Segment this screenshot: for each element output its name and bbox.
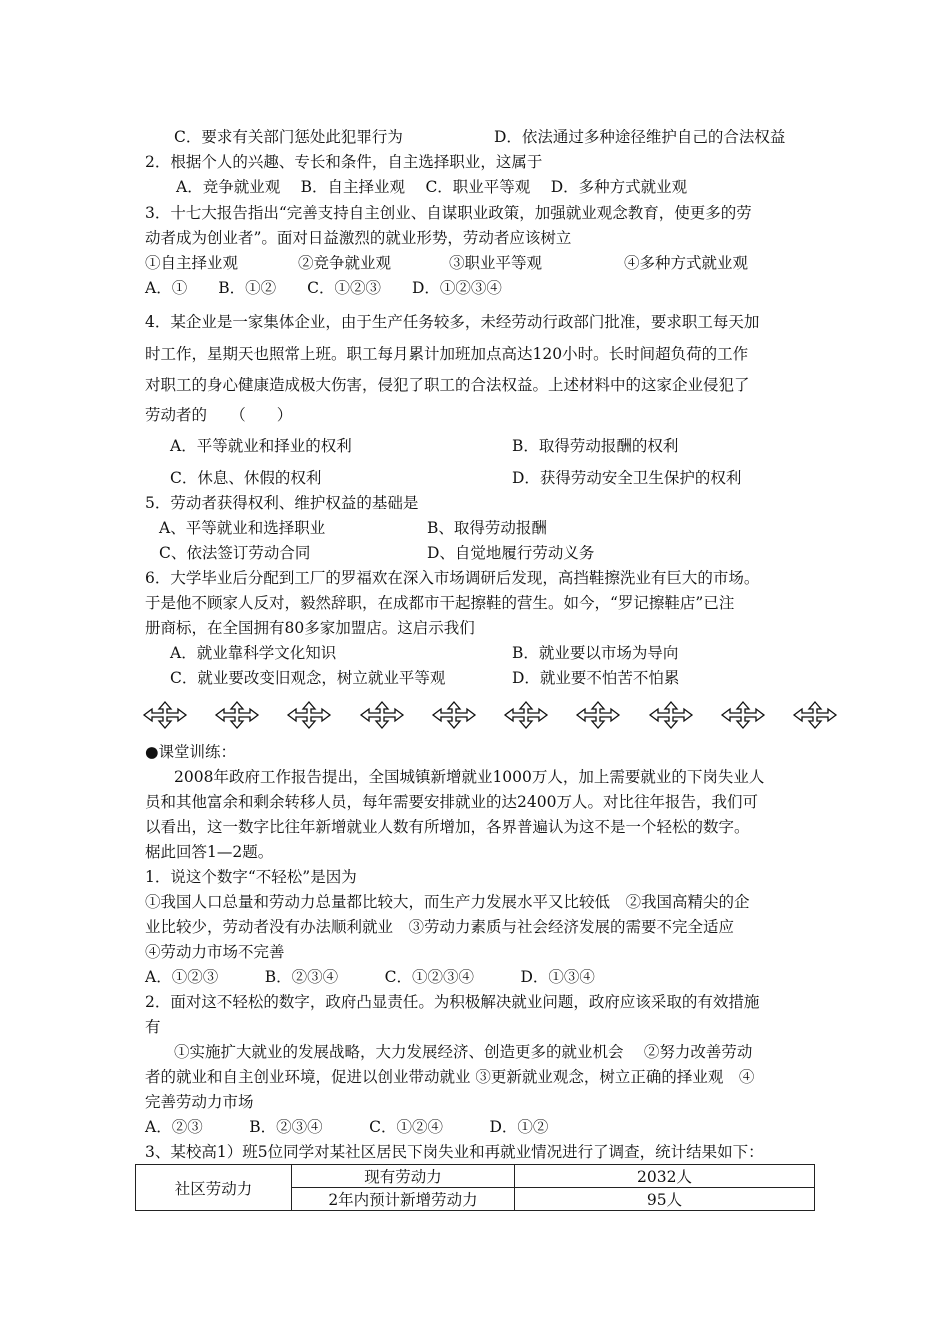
- question-5-option-c: C、依法签订劳动合同: [159, 544, 311, 562]
- q-option-c: C．要求有关部门惩处此犯罪行为: [174, 128, 403, 146]
- question-2-options: A．竞争就业观 B．自主择业观 C．职业平等观 D．多种方式就业观: [176, 178, 688, 196]
- question-2: 2．根据个人的兴趣、专长和条件，自主选择职业，这属于: [145, 153, 543, 171]
- question-3-options: A．① B．①② C．①②③ D．①②③④: [145, 279, 502, 297]
- question-3-item2: ②竞争就业观: [298, 254, 392, 272]
- question-3-item4: ④多种方式就业观: [624, 254, 749, 272]
- q-option-d: D．依法通过多种途径维护自己的合法权益: [494, 128, 786, 146]
- four-arrow-icon: [140, 700, 190, 730]
- question-4-option-b: B．取得劳动报酬的权利: [512, 437, 679, 455]
- four-arrow-icon: [357, 700, 407, 730]
- table-row: [136, 1165, 815, 1188]
- question-6-line3: 册商标，在全国拥有80多家加盟店。这启示我们: [145, 619, 475, 637]
- practice-q2-options: A．②③ B．②③④ C．①②④ D．①②: [145, 1118, 549, 1136]
- question-6-option-b: B．就业要以市场为导向: [512, 644, 679, 662]
- question-3-item1: ①自主择业观: [145, 254, 239, 272]
- question-5-option-a: A、平等就业和选择职业: [159, 519, 326, 537]
- four-arrow-icon: [284, 700, 334, 730]
- practice-q2-line2: 有: [145, 1018, 161, 1036]
- question-4-line2: 时工作，星期天也照常上班。职工每月累计加班加点高达120小时。长时间超负荷的工作: [145, 345, 749, 363]
- four-arrow-icon: [646, 700, 696, 730]
- material-line2: 员和其他富余和剩余转移人员，每年需要安排就业的达2400万人。对比往年报告，我们可: [145, 793, 758, 811]
- practice-q1: 1．说这个数字“不轻松”是因为: [145, 868, 357, 886]
- question-4-option-a: A．平等就业和择业的权利: [170, 437, 352, 455]
- practice-q3: 3、某校高1）班5位同学对某社区居民下岗失业和再就业情况进行了调查，统计结果如下：: [145, 1143, 764, 1161]
- question-6-line2: 于是他不顾家人反对，毅然辞职，在成都市干起擦鞋的营生。如今，“罗记擦鞋店”已注: [145, 594, 735, 612]
- practice-q2-item-line3: 完善劳动力市场: [145, 1093, 254, 1111]
- question-4-line4: 劳动者的 （ ）: [145, 406, 293, 424]
- question-5-option-d: D、自觉地履行劳动义务: [427, 544, 595, 562]
- question-6-option-a: A．就业靠科学文化知识: [170, 644, 337, 662]
- question-4-line1: 4．某企业是一家集体企业，由于生产任务较多，未经劳动行政部门批准，要求职工每天加: [145, 313, 760, 331]
- material-line3: 以看出，这一数字比往年新增就业人数有所增加，各界普遍认为这不是一个轻松的数字。: [145, 818, 750, 836]
- practice-q2-item-line2: 者的就业和自主创业环境，促进以创业带动就业 ③更新就业观念，树立正确的择业观 ④: [145, 1068, 755, 1086]
- practice-q1-line1: ①我国人口总量和劳动力总量都比较大，而生产力发展水平又比较低 ②我国高精尖的企: [145, 893, 750, 911]
- question-5: 5．劳动者获得权利、维护权益的基础是: [145, 494, 419, 512]
- question-6-line1: 6．大学毕业后分配到工厂的罗福欢在深入市场调研后发现，高挡鞋擦洗业有巨大的市场。: [145, 569, 760, 587]
- table-cell-value: 95人: [515, 1188, 815, 1211]
- section-title: ●课堂训练：: [145, 743, 237, 761]
- four-arrow-icon: [429, 700, 479, 730]
- practice-q2-line1: 2．面对这不轻松的数字，政府凸显责任。为积极解决就业问题，政府应该采取的有效措施: [145, 993, 760, 1011]
- question-4-option-d: D．获得劳动安全卫生保护的权利: [512, 469, 742, 487]
- question-4-option-c: C．休息、休假的权利: [170, 469, 322, 487]
- practice-q1-line3: ④劳动力市场不完善: [145, 943, 285, 961]
- question-6-option-c: C．就业要改变旧观念，树立就业平等观: [170, 669, 446, 687]
- survey-table: [135, 1164, 815, 1211]
- table-cell-label: 现有劳动力: [292, 1165, 515, 1188]
- question-4-line3: 对职工的身心健康造成极大伤害，侵犯了职工的合法权益。上述材料中的这家企业侵犯了: [145, 376, 750, 394]
- material-line4: 椐此回答1—2题。: [145, 843, 274, 861]
- section-divider: [140, 700, 840, 730]
- question-5-option-b: B、取得劳动报酬: [427, 519, 547, 537]
- question-3-item3: ③职业平等观: [449, 254, 543, 272]
- four-arrow-icon: [718, 700, 768, 730]
- practice-q1-line2: 业比较少，劳动者没有办法顺利就业 ③劳动力素质与社会经济发展的需要不完全适应: [145, 918, 735, 936]
- four-arrow-icon: [790, 700, 840, 730]
- question-3-line2: 动者成为创业者”。面对日益激烈的就业形势，劳动者应该树立: [145, 229, 572, 247]
- table-cell-value: 2032人: [515, 1165, 815, 1188]
- four-arrow-icon: [212, 700, 262, 730]
- practice-q1-options: A．①②③ B．②③④ C．①②③④ D．①③④: [145, 968, 595, 986]
- table-cell-label: 2年内预计新增劳动力: [292, 1188, 515, 1211]
- table-row-header: 社区劳动力: [136, 1165, 292, 1211]
- four-arrow-icon: [573, 700, 623, 730]
- question-6-option-d: D．就业要不怕苦不怕累: [512, 669, 680, 687]
- four-arrow-icon: [501, 700, 551, 730]
- practice-q2-item-line1: ①实施扩大就业的发展战略，大力发展经济、创造更多的就业机会 ②努力改善劳动: [174, 1043, 753, 1061]
- material-line1: 2008年政府工作报告提出，全国城镇新增就业1000万人，加上需要就业的下岗失业人: [174, 768, 765, 786]
- question-3-line1: 3．十七大报告指出“完善支持自主创业、自谋职业政策，加强就业观念教育，使更多的劳: [145, 204, 752, 222]
